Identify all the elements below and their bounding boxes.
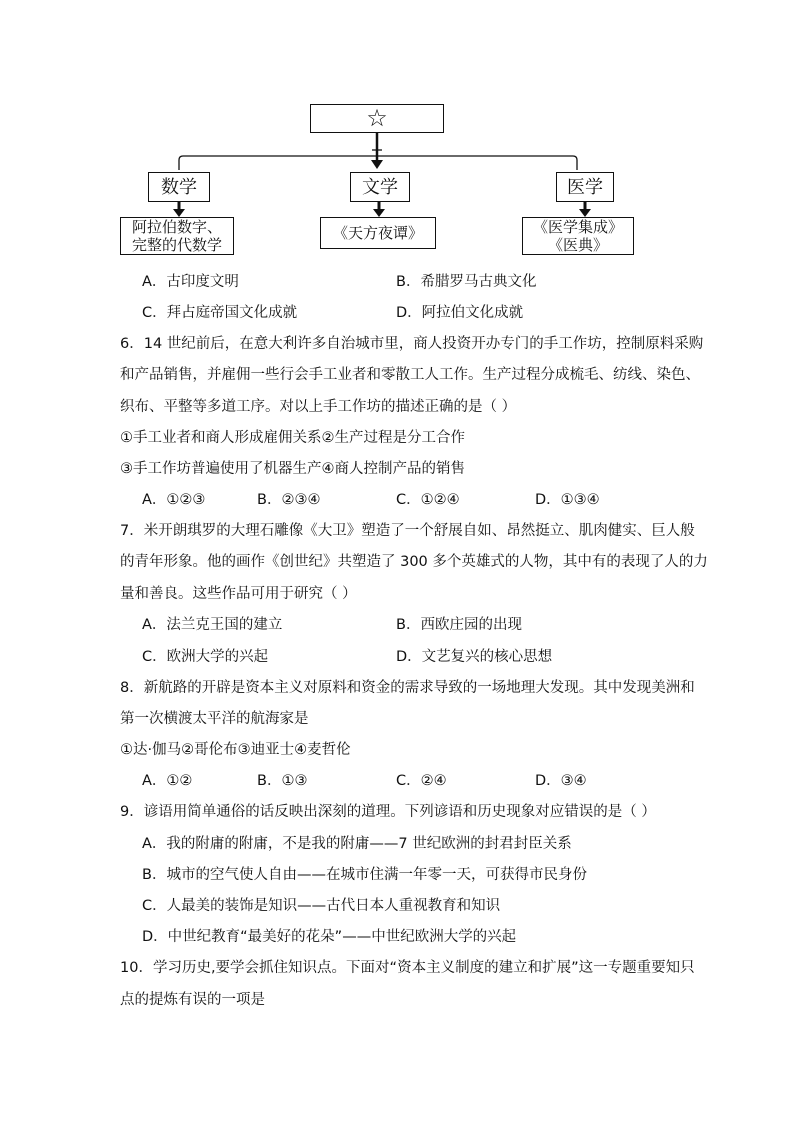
q6-line-1: 6．14 世纪前后，在意大利许多自治城市里，商人投资开办专门的手工作坊，控制原料采购 (120, 336, 704, 352)
q6-option-a: A．①②③ (142, 492, 206, 508)
q8-line-3: ①达·伽马②哥伦布③迪亚士④麦哲伦 (120, 742, 351, 758)
q7-option-d: D．文艺复兴的核心思想 (396, 649, 553, 665)
q7-line-3: 量和善良。这些作品可用于研究（ ） (120, 586, 357, 602)
q10-line-2: 点的提炼有误的一项是 (120, 992, 265, 1008)
q8-line-1: 8．新航路的开辟是资本主义对原料和资金的需求导致的一场地理大发现。其中发现美洲和 (120, 680, 695, 696)
result-medicine-line1: 《医学集成》 (532, 218, 623, 236)
culture-diagram (0, 0, 794, 270)
q7-line-1: 7．米开朗琪罗的大理石雕像《大卫》塑造了一个舒展自如、昂然挺立、肌肉健实、巨人般 (120, 523, 695, 539)
result-math-line1: 阿拉伯数字、 (131, 218, 222, 236)
category-medicine: 医学 (556, 172, 614, 202)
q6-line-3: 织布、平整等多道工序。对以上手工作坊的描述正确的是（ ） (120, 399, 517, 415)
q6-option-c: C．①②④ (396, 492, 460, 508)
result-medicine (522, 217, 634, 255)
star-box (310, 104, 444, 133)
result-math-line2: 完整的代数学 (131, 236, 222, 254)
q5-option-d: D．阿拉伯文化成就 (396, 305, 524, 321)
q8-line-2: 第一次横渡太平洋的航海家是 (120, 711, 309, 727)
q9-option-c: C．人最美的装饰是知识——古代日本人重视教育和知识 (142, 898, 501, 914)
q7-option-a: A．法兰克王国的建立 (142, 617, 283, 633)
category-math: 数学 (148, 172, 210, 202)
q6-option-b: B．②③④ (257, 492, 321, 508)
q8-option-c: C．②④ (396, 773, 447, 789)
q6-line-4: ①手工业者和商人形成雇佣关系②生产过程是分工合作 (120, 430, 465, 446)
category-literature: 文学 (350, 172, 410, 202)
result-literature (320, 217, 436, 249)
star-icon: ☆ (366, 104, 388, 132)
q9-option-d: D．中世纪教育“最美好的花朵”——中世纪欧洲大学的兴起 (142, 929, 517, 945)
q9-line-1: 9．谚语用简单通俗的话反映出深刻的道理。下列谚语和历史现象对应错误的是（ ） (120, 804, 656, 820)
q5-option-a: A．古印度文明 (142, 274, 239, 290)
q9-option-a: A．我的附庸的附庸，不是我的附庸——7 世纪欧洲的封君封臣关系 (142, 836, 572, 852)
result-literature-line1: 《天方夜谭》 (332, 223, 423, 242)
result-math (120, 217, 234, 255)
result-medicine-line2: 《医典》 (547, 236, 608, 254)
q6-line-5: ③手工作坊普遍使用了机器生产④商人控制产品的销售 (120, 461, 465, 477)
q5-option-b: B．希腊罗马古典文化 (396, 274, 537, 290)
q8-option-d: D．③④ (535, 773, 587, 789)
q6-option-d: D．①③④ (535, 492, 600, 508)
q8-option-b: B．①③ (257, 773, 308, 789)
q5-option-c: C．拜占庭帝国文化成就 (142, 305, 298, 321)
q9-option-b: B．城市的空气使人自由——在城市住满一年零一天，可获得市民身份 (142, 867, 587, 883)
q7-option-c: C．欧洲大学的兴起 (142, 649, 269, 665)
q8-option-a: A．①② (142, 773, 193, 789)
q10-line-1: 10．学习历史,要学会抓住知识点。下面对“资本主义制度的建立和扩展”这一专题重要知只 (120, 960, 695, 976)
q6-line-2: 和产品销售，并雇佣一些行会手工业者和零散工人工作。生产过程分成梳毛、纺线、染色、 (120, 367, 700, 383)
q7-line-2: 的青年形象。他的画作《创世纪》共塑造了 300 多个英雄式的人物，其中有的表现了人的力 (120, 554, 708, 570)
q7-option-b: B．西欧庄园的出现 (396, 617, 522, 633)
